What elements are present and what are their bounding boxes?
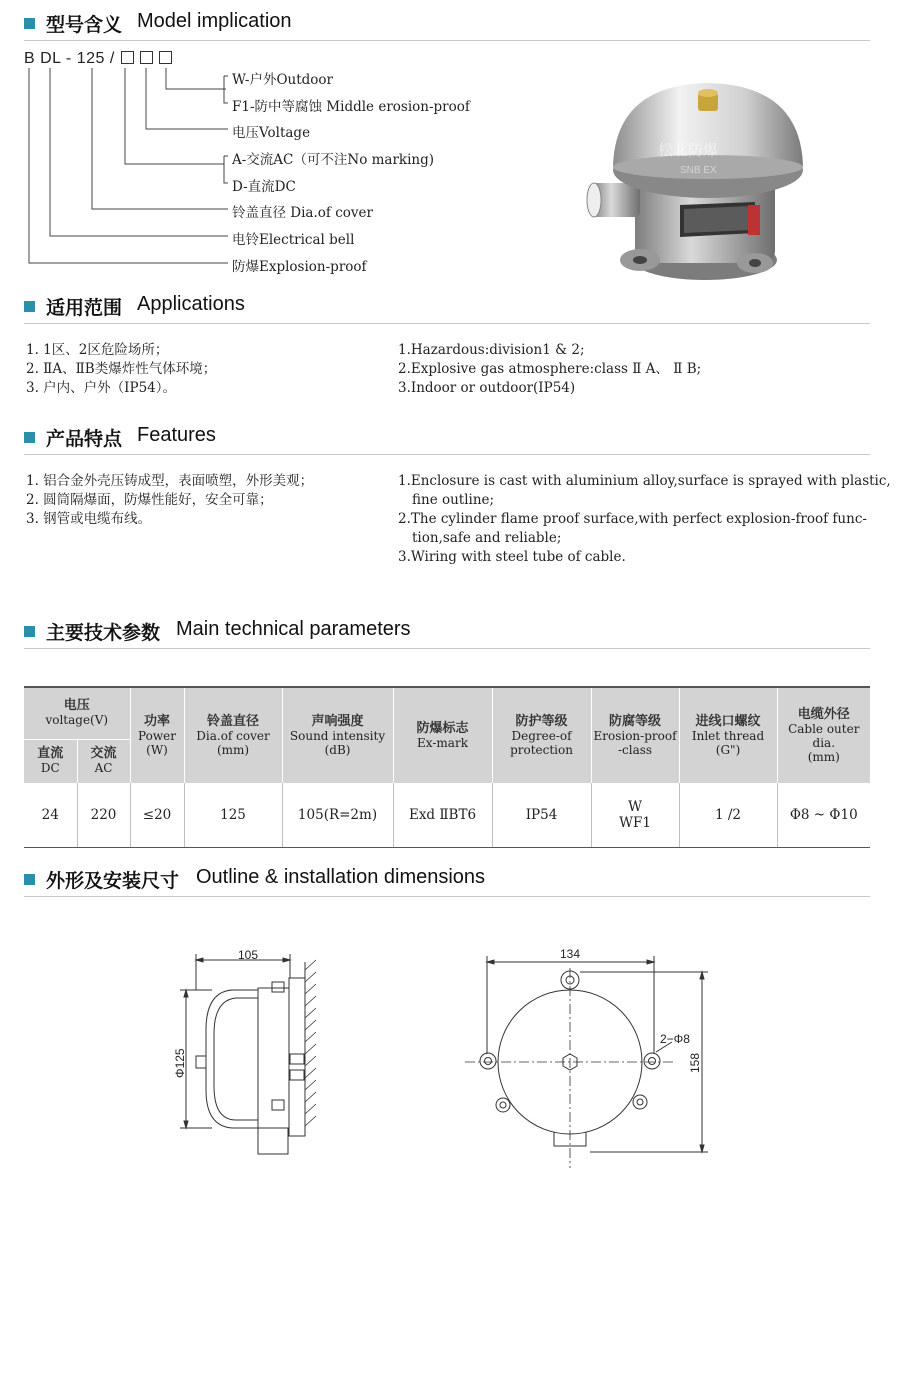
header-dia-cn: 铃盖直径: [207, 713, 260, 729]
app-en-1: 1.Hazardous:division1 & 2;: [398, 342, 585, 358]
app-en-3: 3.Indoor or outdoor(IP54): [398, 380, 576, 396]
header-voltage-en: voltage(V): [45, 713, 109, 728]
header-power-en: Power: [138, 728, 176, 743]
section-header-applications: [24, 293, 870, 324]
dim-front-height: 158: [688, 1052, 702, 1073]
section-title-cn: 产品特点: [46, 428, 123, 450]
dim-side-width: 105: [238, 948, 259, 962]
header-dc-en: DC: [40, 761, 60, 776]
photo-watermark-en: SNB EX: [680, 165, 717, 176]
cell-protection: IP54: [492, 783, 591, 848]
header-cable-unit: (mm): [807, 749, 840, 764]
feat-en-1: 1.Enclosure is cast with aluminium alloy,surface is sprayed with plastic,: [398, 473, 891, 489]
section-title-cn: 型号含义: [46, 14, 123, 36]
header-cable: [777, 687, 870, 783]
dim-front-width: 134: [560, 947, 581, 961]
section-marker: [24, 874, 35, 885]
cell-erosion: [591, 783, 679, 848]
header-dia: [184, 687, 282, 783]
model-code-text: B DL - 125 /: [24, 50, 115, 67]
header-cable-en: Cable outer dia.: [788, 721, 860, 750]
dimension-drawing: [0, 930, 900, 1170]
cell-dia: 125: [184, 783, 282, 848]
feat-en-1b: fine outline;: [412, 492, 495, 508]
header-ac-cn: 交流: [90, 746, 117, 762]
cell-erosion-2: WF1: [619, 815, 651, 831]
section-title-en: Applications: [137, 293, 245, 315]
tree-label-bell: 电铃Electrical bell: [232, 232, 355, 248]
cell-exmark: Exd ⅡBT6: [393, 783, 492, 848]
section-marker: [24, 626, 35, 637]
section-header-outline: [24, 866, 870, 897]
app-en-2: 2.Explosive gas atmosphere:class Ⅱ A、 Ⅱ B;: [398, 361, 702, 377]
parameters-table: [24, 686, 870, 848]
tree-label-voltage: 电压Voltage: [232, 125, 311, 141]
section-header-features: [24, 424, 870, 455]
model-tree-lines: [0, 0, 240, 280]
header-dia-unit: (mm): [216, 742, 250, 757]
dim-front-holes: 2−Φ8: [660, 1032, 690, 1046]
cell-ac: 220: [77, 783, 130, 848]
header-sound-cn: 声响强度: [311, 713, 364, 729]
dim-side-height: Φ125: [173, 1048, 187, 1078]
cell-power: ≤20: [130, 783, 184, 848]
tree-label-dia: 铃盖直径 Dia.of cover: [232, 205, 373, 221]
feat-cn-1: 1. 铝合金外壳压铸成型，表面喷塑，外形美观；: [26, 473, 314, 489]
header-power-unit: (W): [146, 742, 168, 757]
header-protection-en2: protection: [510, 742, 573, 757]
section-title-en: Main technical parameters: [176, 618, 411, 640]
applications-en: [398, 341, 701, 398]
section-title-cn: 外形及安装尺寸: [46, 870, 180, 892]
header-protection-en: Degree-of: [511, 728, 572, 743]
feat-en-3: 3.Wiring with steel tube of cable.: [398, 549, 626, 565]
header-erosion-cn: 防腐等级: [609, 713, 662, 729]
applications-cn: [26, 341, 216, 398]
header-exmark: [393, 687, 492, 783]
header-erosion-en2: -class: [617, 742, 653, 757]
header-protection: [492, 687, 591, 783]
section-header-params: [24, 618, 870, 649]
cell-sound: 105(R=2m): [282, 783, 393, 848]
header-power: [130, 687, 184, 783]
cell-inlet: 1 /2: [679, 783, 777, 848]
section-marker: [24, 301, 35, 312]
header-voltage: [24, 687, 130, 739]
section-title-en: Features: [137, 424, 216, 446]
tree-label-erosion: F1-防中等腐蚀 Middle erosion-proof: [232, 99, 470, 115]
section-title-cn: 适用范围: [46, 297, 123, 319]
cell-cable: Φ8 ~ Φ10: [777, 783, 870, 848]
features-en: [398, 472, 891, 567]
cell-dc: 24: [24, 783, 77, 848]
features-cn: [26, 472, 313, 529]
header-ac: [77, 739, 130, 783]
tree-label-dc: D-直流DC: [232, 179, 296, 195]
header-ac-en: AC: [94, 761, 113, 776]
header-cable-cn: 电缆外径: [797, 706, 850, 722]
app-cn-3: 3. 户内、户外（IP54）。: [26, 380, 177, 396]
header-exmark-en: Ex-mark: [417, 735, 468, 750]
header-dc-cn: 直流: [37, 746, 64, 762]
header-exmark-cn: 防爆标志: [416, 720, 469, 736]
header-inlet-en: Inlet thread: [691, 728, 765, 743]
feat-en-2b: tion,safe and reliable;: [412, 530, 562, 546]
header-dc: [24, 739, 77, 783]
header-erosion: [591, 687, 679, 783]
section-title-en: Outline & installation dimensions: [196, 866, 486, 888]
table-row: [24, 783, 870, 848]
feat-cn-2: 2. 圆筒隔爆面，防爆性能好，安全可靠；: [26, 492, 273, 508]
product-photo: [580, 55, 810, 290]
feat-cn-3: 3. 钢管或电缆布线。: [26, 511, 152, 527]
header-inlet-unit: (G"): [715, 742, 741, 757]
header-inlet-cn: 进线口螺纹: [695, 713, 761, 729]
header-inlet: [679, 687, 777, 783]
app-cn-2: 2. ⅡA、ⅡB类爆炸性气体环境；: [26, 361, 217, 377]
header-protection-cn: 防护等级: [515, 713, 568, 729]
header-sound-unit: (dB): [324, 742, 351, 757]
header-sound-en: Sound intensity: [289, 728, 386, 743]
cell-erosion-1: W: [628, 799, 642, 815]
section-title-cn: 主要技术参数: [46, 622, 161, 644]
photo-watermark: 松北防爆: [658, 141, 719, 159]
section-marker: [24, 432, 35, 443]
tree-label-ac: A-交流AC（可不注No marking): [232, 152, 435, 168]
section-title-en: Model implication: [137, 10, 292, 32]
app-cn-1: 1. 1区、2区危险场所；: [26, 342, 169, 358]
tree-label-outdoor: W-户外Outdoor: [232, 72, 333, 88]
tree-label-explosion: 防爆Explosion-proof: [232, 259, 367, 275]
header-sound: [282, 687, 393, 783]
header-voltage-cn: 电压: [63, 698, 90, 714]
header-dia-en: Dia.of cover: [196, 728, 270, 743]
header-erosion-en: Erosion-proof: [593, 728, 677, 743]
header-power-cn: 功率: [144, 713, 171, 729]
feat-en-2: 2.The cylinder flame proof surface,with perfect explosion-froof func-: [398, 511, 867, 527]
